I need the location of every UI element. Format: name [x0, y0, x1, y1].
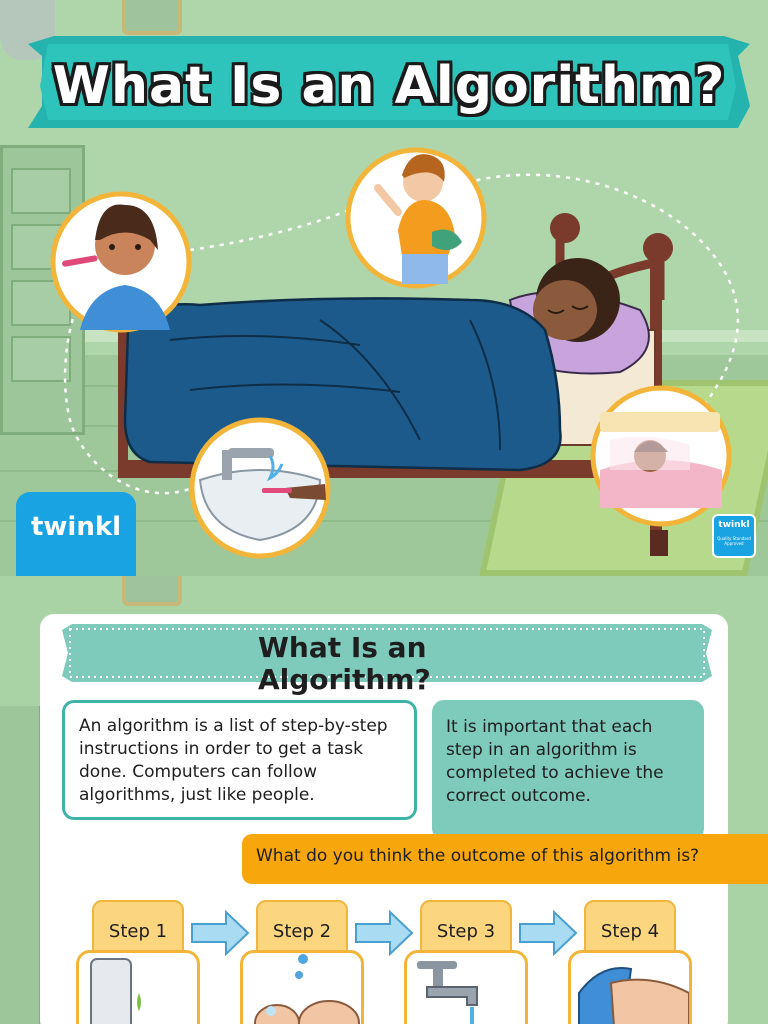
- step-1-label: Step 1: [108, 921, 168, 942]
- section-title: What Is an Algorithm?: [258, 631, 431, 696]
- tap-icon: [404, 950, 528, 1024]
- towel-icon: [568, 950, 692, 1024]
- definition-slide: [0, 576, 768, 1024]
- question-banner: What do you think the outcome of this algorithm is?: [242, 834, 768, 884]
- twinkl-logo: [16, 492, 136, 576]
- page-title: What Is an Algorithm?: [52, 56, 726, 116]
- step-2-label: Step 2: [272, 921, 332, 942]
- title-banner: [28, 36, 750, 136]
- importance-box: It is important that each step in an algorithm is completed to achieve the correct outcome.: [432, 700, 704, 840]
- washing-face-icon: [240, 950, 364, 1024]
- quality-standard-badge: [712, 514, 756, 558]
- definition-box: An algorithm is a list of step-by-step instructions in order to get a task done. Computers can follow algorithms, just like people.: [62, 700, 417, 820]
- picture-frame: [122, 576, 182, 606]
- logo-text: twinkl: [30, 512, 122, 542]
- arrow-right-icon: [354, 910, 414, 956]
- step-3-label: Step 3: [436, 921, 496, 942]
- soap-dispenser-icon: [76, 950, 200, 1024]
- arrow-right-icon: [190, 910, 250, 956]
- arrow-right-icon: [518, 910, 578, 956]
- badge-name: twinkl: [718, 520, 750, 530]
- dresser: [0, 706, 42, 1024]
- step-4-label: Step 4: [600, 921, 660, 942]
- badge-subtitle: Quality Standard Approved: [717, 536, 751, 546]
